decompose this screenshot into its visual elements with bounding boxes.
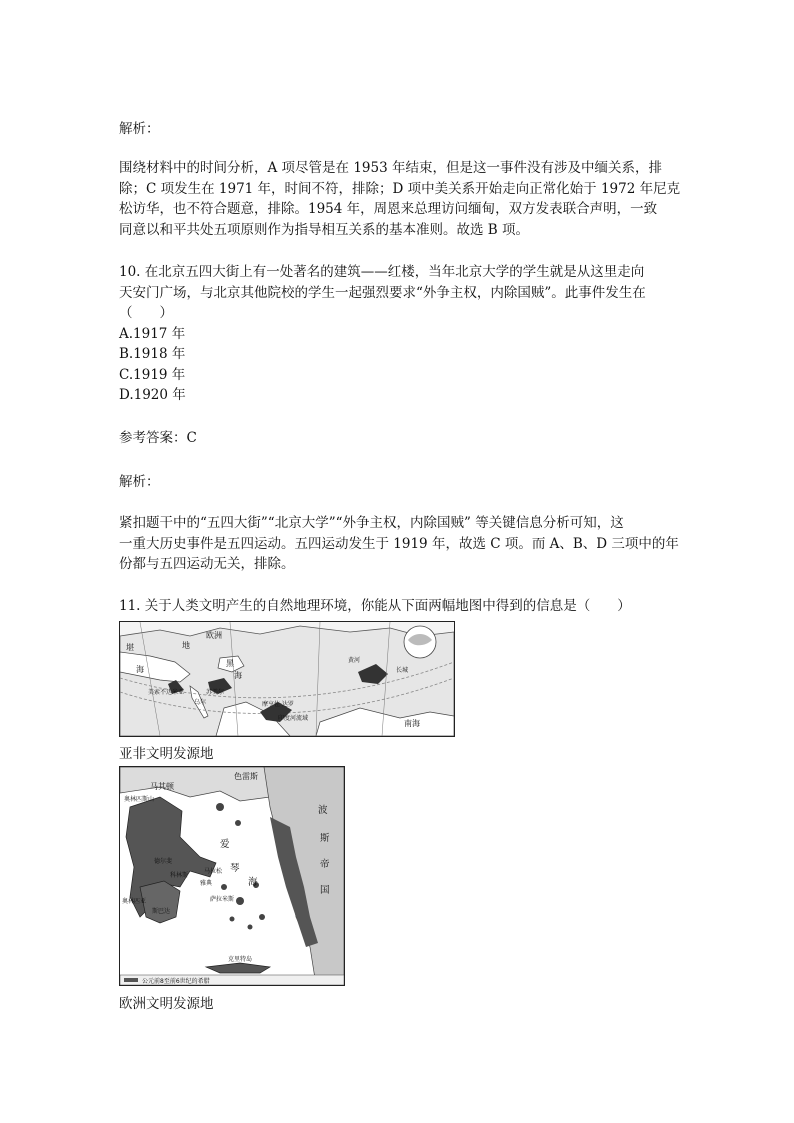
analysis-line: 一重大历史事件是五四运动。五四运动发生于 1919 年，故选 C 项。而 A、B、D 三项中的年 (119, 535, 679, 552)
label-black: 黑 (226, 659, 234, 668)
label-salamis: 萨拉米斯 (210, 896, 235, 903)
map-afro-asian-civilizations (119, 621, 455, 737)
question-stem: 11. 关于人类文明产生的自然地理环境，你能从下面两幅地图中得到的信息是（ ） (119, 598, 631, 614)
label-corinth: 科林斯 (170, 872, 189, 879)
label-aegean-1: 爱 (220, 839, 230, 850)
label-persia-2: 斯 (320, 833, 330, 844)
label-marathon: 马拉松 (204, 868, 223, 875)
option-c: C.1919 年 (119, 366, 186, 383)
label-mesopotamia: 美索不达米亚 (148, 689, 185, 696)
label-ur: 乌尔 (194, 699, 207, 706)
map-2-graphic (120, 767, 344, 985)
label-sumer: 苏美尔 (206, 689, 225, 696)
question-10 (119, 262, 679, 406)
map-2-legend: 公元前8至前6世纪的希腊 (142, 978, 210, 985)
analysis-line: 同意以和平共处五项原则作为指导相互关系的基本准则。故选 B 项。 (119, 221, 530, 238)
label-aegean-3: 海 (248, 877, 258, 888)
label-persia-1: 波 (318, 805, 328, 816)
label-sea2: 海 (234, 671, 242, 680)
analysis-2-heading (119, 472, 679, 493)
label-di: 地 (182, 641, 190, 650)
label-south-sea: 南海 (404, 719, 420, 728)
option-a: A.1917 年 (119, 325, 186, 342)
label-olympus: 奥林匹斯山 (124, 796, 155, 803)
answer-10 (119, 428, 679, 449)
label-athens: 雅典 (200, 880, 213, 887)
option-d: D.1920 年 (119, 387, 186, 403)
label-aegean-2: 琴 (230, 863, 240, 874)
analysis-1-body (119, 158, 679, 240)
label-europe: 欧洲 (206, 631, 222, 640)
analysis-line: 围绕材料中的时间分析，A 项尽管是在 1953 年结束，但是这一事件没有涉及中缅关系，排 (119, 160, 662, 176)
question-line: 天安门广场，与北京其他院校的学生一起强烈要求“外争主权，内除国贼”。此事件发生在 (119, 284, 646, 301)
label-yellow: 黄河 (348, 657, 361, 664)
analysis-line: 除；C 项发生在 1971 年，时间不符，排除；D 项中美关系开始走向正常化始于 1972 年尼克 (119, 180, 681, 197)
analysis-1-heading (119, 119, 679, 140)
map-1-graphic (120, 622, 454, 736)
label-delphi: 德尔斐 (154, 858, 173, 865)
question-line: （ ） (119, 305, 173, 321)
label-olympia: 奥林匹亚 (122, 898, 147, 905)
label-persia-4: 国 (320, 885, 330, 896)
map-1-caption: 亚非文明发源地 (119, 746, 214, 762)
map-european-civilization (119, 766, 345, 986)
label-kan: 堪 (126, 643, 134, 652)
label-harappa: 摩亨佐·达罗 (262, 701, 294, 708)
analysis-2-body (119, 513, 679, 575)
analysis-heading: 解析： (119, 474, 160, 490)
option-b: B.1918 年 (119, 346, 186, 362)
label-crete: 克里特岛 (228, 956, 253, 963)
question-line: 10. 在北京五四大街上有一处著名的建筑——红楼，当年北京大学的学生就是从这里走向 (119, 264, 645, 280)
label-macedonia: 马其顿 (150, 782, 174, 791)
reference-answer: 参考答案：C (119, 430, 197, 446)
analysis-line: 松访华，也不符合题意，排除。1954 年，周恩来总理访问缅甸，双方发表联合声明，一致 (119, 201, 658, 217)
map-2-caption: 欧洲文明发源地 (119, 996, 214, 1012)
label-thrace: 色雷斯 (234, 772, 258, 781)
analysis-heading: 解析： (119, 121, 160, 137)
label-sparta: 斯巴达 (152, 908, 171, 915)
label-indus: 印度河流域 (278, 715, 309, 722)
label-sea-left: 海 (136, 665, 144, 674)
label-persia-3: 帝 (320, 859, 330, 870)
question-11 (119, 596, 679, 617)
analysis-line: 紧扣题干中的“五四大街”“北京大学”“外争主权，内除国贼” 等关键信息分析可知，这 (119, 515, 624, 531)
analysis-line: 份都与五四运动无关，排除。 (119, 556, 295, 572)
label-great-wall: 长城 (396, 667, 409, 674)
